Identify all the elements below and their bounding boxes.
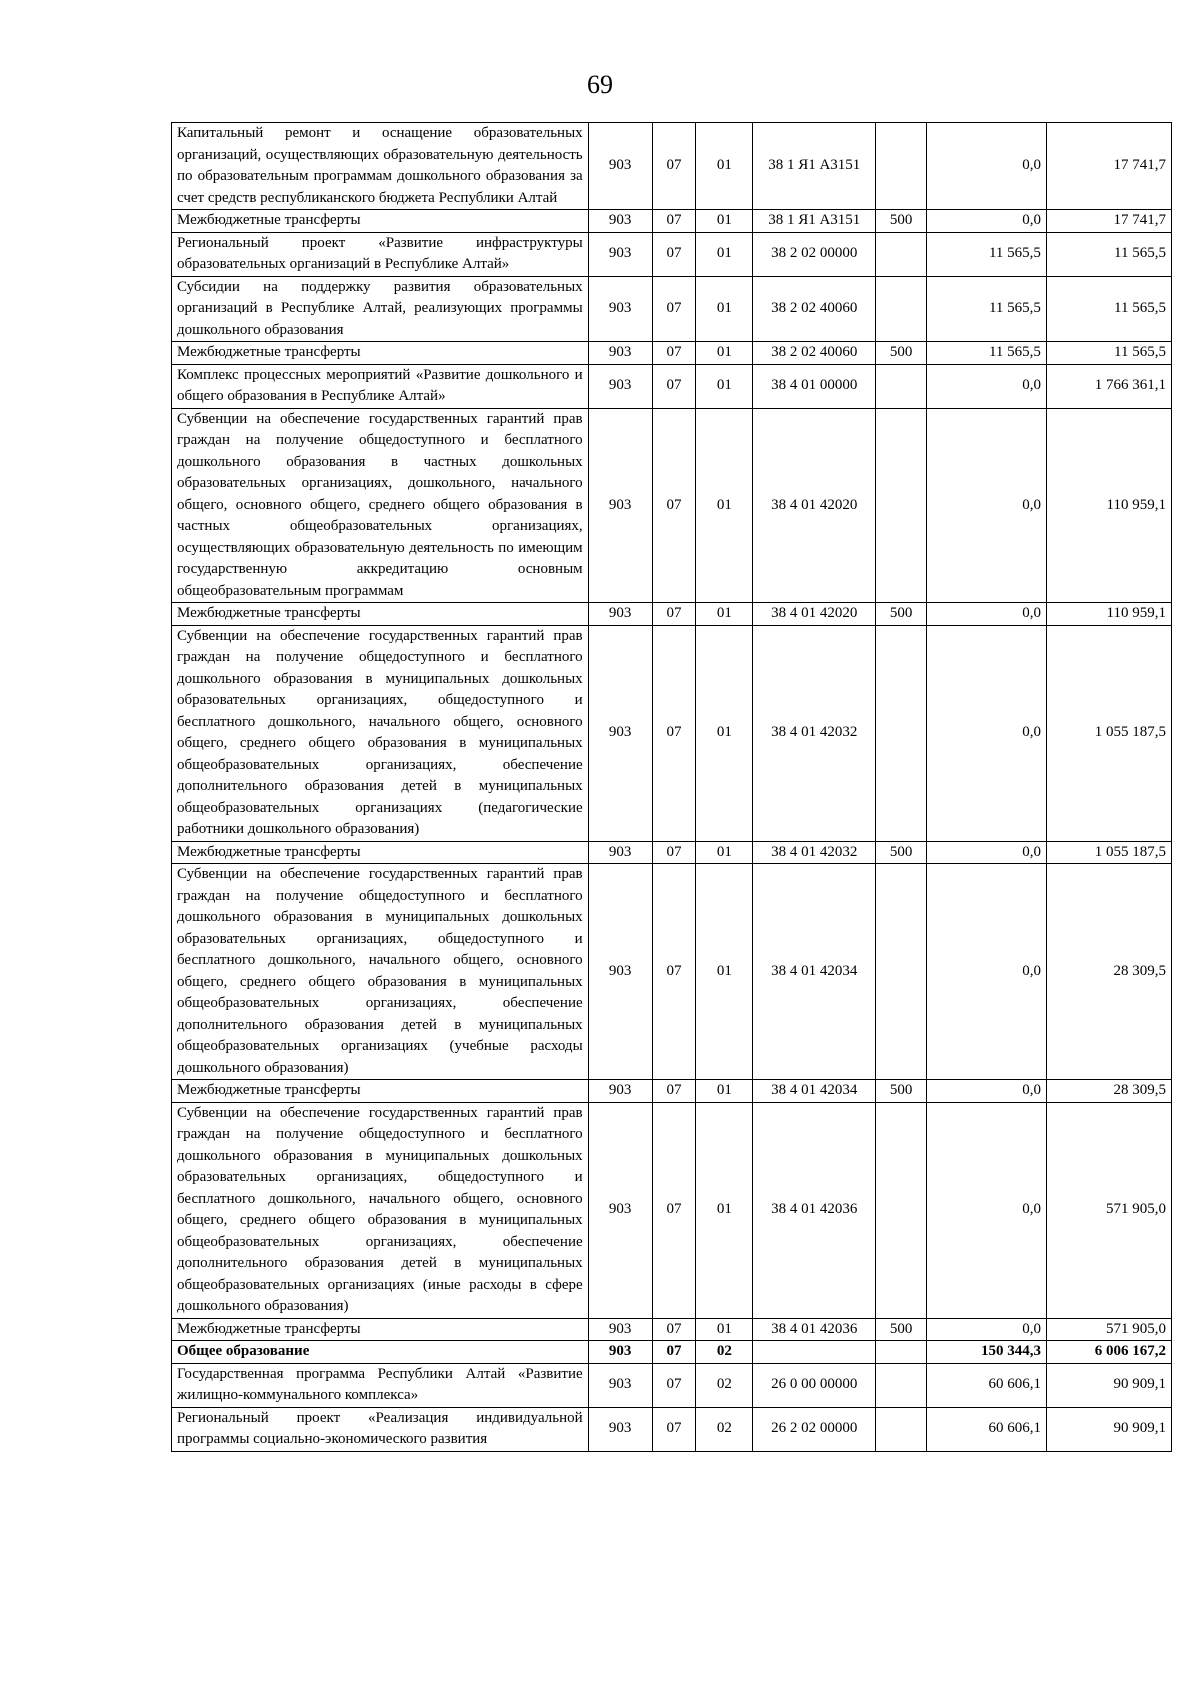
row-sum2: 1 055 187,5 (1046, 841, 1171, 864)
row-vr: 500 (876, 210, 927, 233)
row-name: Государственная программа Республики Алтай «Развитие жилищно-коммунального комплекса» (172, 1363, 589, 1407)
row-ved: 903 (588, 210, 652, 233)
row-name: Субвенции на обеспечение государственных гарантий прав граждан на получение общедоступного и бесплатного дошкольного образования в муниципальных дошкольных образовательных организациях, общедоступного и бесплатного дошкольного, начального общего, основного общего, среднего общего образования в муниципальных общеобразовательных организациях, обеспечение дополнительного образования детей в муниципальных общеобразовательных организациях (учебные расходы дошкольного образования) (172, 864, 589, 1080)
row-name: Межбюджетные трансферты (172, 603, 589, 626)
table-row (172, 123, 1172, 210)
row-csr: 26 0 00 00000 (753, 1363, 876, 1407)
row-sum2: 6 006 167,2 (1046, 1341, 1171, 1364)
row-ved: 903 (588, 1341, 652, 1364)
row-pr: 01 (696, 123, 753, 210)
row-sum1: 0,0 (927, 123, 1047, 210)
row-sum2: 1 055 187,5 (1046, 625, 1171, 841)
row-name: Региональный проект «Реализация индивидуальной программы социально-экономического развития (172, 1407, 589, 1451)
row-pr: 01 (696, 864, 753, 1080)
row-csr: 38 1 Я1 А3151 (753, 210, 876, 233)
row-sum1: 11 565,5 (927, 232, 1047, 276)
row-name: Субвенции на обеспечение государственных гарантий прав граждан на получение общедоступного и бесплатного дошкольного образования в частных дошкольных образовательных организациях, дошкольного, начального общего, основного общего, среднего общего образования в частных общеобразовательных организациях, осуществляющих образовательную деятельность по имеющим государственную аккредитацию основным общеобразовательным программам (172, 408, 589, 603)
row-rz: 07 (652, 210, 696, 233)
row-vr: 500 (876, 841, 927, 864)
table-row (172, 625, 1172, 841)
row-sum2: 571 905,0 (1046, 1102, 1171, 1318)
row-vr (876, 1363, 927, 1407)
row-sum1: 0,0 (927, 841, 1047, 864)
row-sum1: 0,0 (927, 603, 1047, 626)
row-ved: 903 (588, 1080, 652, 1103)
table-row (172, 1102, 1172, 1318)
row-name: Общее образование (172, 1341, 589, 1364)
row-sum2: 28 309,5 (1046, 864, 1171, 1080)
budget-table (171, 122, 1172, 1452)
row-name: Капитальный ремонт и оснащение образовательных организаций, осуществляющих образовательную деятельность по образовательным программам дошкольного образования за счет средств республиканского бюджета Республики Алтай (172, 123, 589, 210)
row-csr: 38 4 01 42036 (753, 1102, 876, 1318)
row-pr: 01 (696, 232, 753, 276)
row-rz: 07 (652, 864, 696, 1080)
row-sum2: 11 565,5 (1046, 342, 1171, 365)
row-rz: 07 (652, 1341, 696, 1364)
row-csr: 38 2 02 00000 (753, 232, 876, 276)
row-rz: 07 (652, 342, 696, 365)
row-csr: 38 2 02 40060 (753, 276, 876, 342)
section-row (172, 1341, 1172, 1364)
row-rz: 07 (652, 841, 696, 864)
row-vr: 500 (876, 603, 927, 626)
row-vr (876, 364, 927, 408)
table-row (172, 408, 1172, 603)
row-csr: 38 4 01 42036 (753, 1318, 876, 1341)
row-ved: 903 (588, 625, 652, 841)
row-ved: 903 (588, 276, 652, 342)
row-pr: 02 (696, 1341, 753, 1364)
row-csr: 38 4 01 00000 (753, 364, 876, 408)
row-rz: 07 (652, 276, 696, 342)
row-sum2: 17 741,7 (1046, 210, 1171, 233)
row-sum1: 60 606,1 (927, 1363, 1047, 1407)
row-vr (876, 276, 927, 342)
row-pr: 02 (696, 1407, 753, 1451)
table-row (172, 364, 1172, 408)
row-sum1: 0,0 (927, 864, 1047, 1080)
row-ved: 903 (588, 1363, 652, 1407)
row-vr (876, 864, 927, 1080)
row-pr: 01 (696, 841, 753, 864)
row-ved: 903 (588, 1318, 652, 1341)
row-vr (876, 625, 927, 841)
row-sum2: 110 959,1 (1046, 603, 1171, 626)
row-rz: 07 (652, 232, 696, 276)
row-sum1: 0,0 (927, 210, 1047, 233)
row-sum1: 0,0 (927, 1080, 1047, 1103)
row-name: Субвенции на обеспечение государственных гарантий прав граждан на получение общедоступного и бесплатного дошкольного образования в муниципальных дошкольных образовательных организациях, общедоступного и бесплатного дошкольного, начального общего, основного общего, среднего общего образования в муниципальных общеобразовательных организациях, обеспечение дополнительного образования детей в муниципальных общеобразовательных организациях (педагогические работники дошкольного образования) (172, 625, 589, 841)
row-sum2: 1 766 361,1 (1046, 364, 1171, 408)
row-vr (876, 408, 927, 603)
table-row (172, 864, 1172, 1080)
row-sum2: 110 959,1 (1046, 408, 1171, 603)
row-ved: 903 (588, 864, 652, 1080)
row-pr: 01 (696, 342, 753, 365)
row-vr (876, 1407, 927, 1451)
row-pr: 01 (696, 210, 753, 233)
row-vr (876, 1341, 927, 1364)
row-name: Межбюджетные трансферты (172, 841, 589, 864)
row-ved: 903 (588, 123, 652, 210)
row-name: Межбюджетные трансферты (172, 210, 589, 233)
row-sum2: 11 565,5 (1046, 276, 1171, 342)
row-pr: 01 (696, 276, 753, 342)
row-csr: 38 4 01 42034 (753, 1080, 876, 1103)
row-sum2: 28 309,5 (1046, 1080, 1171, 1103)
row-ved: 903 (588, 342, 652, 365)
table-row (172, 232, 1172, 276)
row-csr: 38 4 01 42032 (753, 841, 876, 864)
row-name: Субвенции на обеспечение государственных гарантий прав граждан на получение общедоступного и бесплатного дошкольного образования в муниципальных дошкольных образовательных организациях, общедоступного и бесплатного дошкольного, начального общего, основного общего, среднего общего образования в муниципальных общеобразовательных организациях, обеспечение дополнительного образования детей в муниципальных общеобразовательных организациях (иные расходы в сфере дошкольного образования) (172, 1102, 589, 1318)
row-pr: 01 (696, 408, 753, 603)
table-row (172, 841, 1172, 864)
row-pr: 01 (696, 625, 753, 841)
row-csr: 38 4 01 42020 (753, 603, 876, 626)
row-vr (876, 232, 927, 276)
row-ved: 903 (588, 1102, 652, 1318)
row-vr: 500 (876, 342, 927, 365)
row-rz: 07 (652, 1080, 696, 1103)
row-ved: 903 (588, 603, 652, 626)
row-ved: 903 (588, 364, 652, 408)
row-csr: 38 4 01 42032 (753, 625, 876, 841)
row-name: Межбюджетные трансферты (172, 1080, 589, 1103)
row-pr: 01 (696, 1318, 753, 1341)
row-sum2: 17 741,7 (1046, 123, 1171, 210)
row-vr: 500 (876, 1080, 927, 1103)
row-csr: 38 2 02 40060 (753, 342, 876, 365)
table-row (172, 210, 1172, 233)
table-row (172, 1318, 1172, 1341)
row-sum2: 11 565,5 (1046, 232, 1171, 276)
table-row (172, 276, 1172, 342)
row-sum2: 90 909,1 (1046, 1407, 1171, 1451)
row-csr (753, 1341, 876, 1364)
row-ved: 903 (588, 841, 652, 864)
page-number: 69 (587, 70, 613, 99)
row-rz: 07 (652, 1363, 696, 1407)
row-sum2: 571 905,0 (1046, 1318, 1171, 1341)
row-sum1: 0,0 (927, 1102, 1047, 1318)
table-row (172, 1080, 1172, 1103)
row-rz: 07 (652, 1102, 696, 1318)
row-name: Региональный проект «Развитие инфраструктуры образовательных организаций в Республике Алтай» (172, 232, 589, 276)
row-sum1: 0,0 (927, 364, 1047, 408)
row-pr: 01 (696, 364, 753, 408)
table-row (172, 342, 1172, 365)
row-sum2: 90 909,1 (1046, 1363, 1171, 1407)
row-vr: 500 (876, 1318, 927, 1341)
row-name: Комплекс процессных мероприятий «Развитие дошкольного и общего образования в Республике Алтай» (172, 364, 589, 408)
row-sum1: 0,0 (927, 625, 1047, 841)
row-sum1: 11 565,5 (927, 276, 1047, 342)
row-sum1: 0,0 (927, 408, 1047, 603)
row-name: Межбюджетные трансферты (172, 1318, 589, 1341)
row-name: Межбюджетные трансферты (172, 342, 589, 365)
row-pr: 01 (696, 603, 753, 626)
row-rz: 07 (652, 1407, 696, 1451)
row-vr (876, 1102, 927, 1318)
row-sum1: 60 606,1 (927, 1407, 1047, 1451)
row-csr: 38 4 01 42020 (753, 408, 876, 603)
row-csr: 26 2 02 00000 (753, 1407, 876, 1451)
row-vr (876, 123, 927, 210)
row-sum1: 150 344,3 (927, 1341, 1047, 1364)
row-csr: 38 4 01 42034 (753, 864, 876, 1080)
row-pr: 02 (696, 1363, 753, 1407)
row-sum1: 11 565,5 (927, 342, 1047, 365)
row-rz: 07 (652, 603, 696, 626)
row-csr: 38 1 Я1 А3151 (753, 123, 876, 210)
row-rz: 07 (652, 408, 696, 603)
row-ved: 903 (588, 408, 652, 603)
table-row (172, 1363, 1172, 1407)
row-pr: 01 (696, 1102, 753, 1318)
row-rz: 07 (652, 1318, 696, 1341)
row-pr: 01 (696, 1080, 753, 1103)
row-sum1: 0,0 (927, 1318, 1047, 1341)
row-ved: 903 (588, 232, 652, 276)
row-rz: 07 (652, 123, 696, 210)
row-name: Субсидии на поддержку развития образовательных организаций в Республике Алтай, реализующих программы дошкольного образования (172, 276, 589, 342)
row-ved: 903 (588, 1407, 652, 1451)
row-rz: 07 (652, 364, 696, 408)
row-rz: 07 (652, 625, 696, 841)
table-row (172, 1407, 1172, 1451)
table-row (172, 603, 1172, 626)
